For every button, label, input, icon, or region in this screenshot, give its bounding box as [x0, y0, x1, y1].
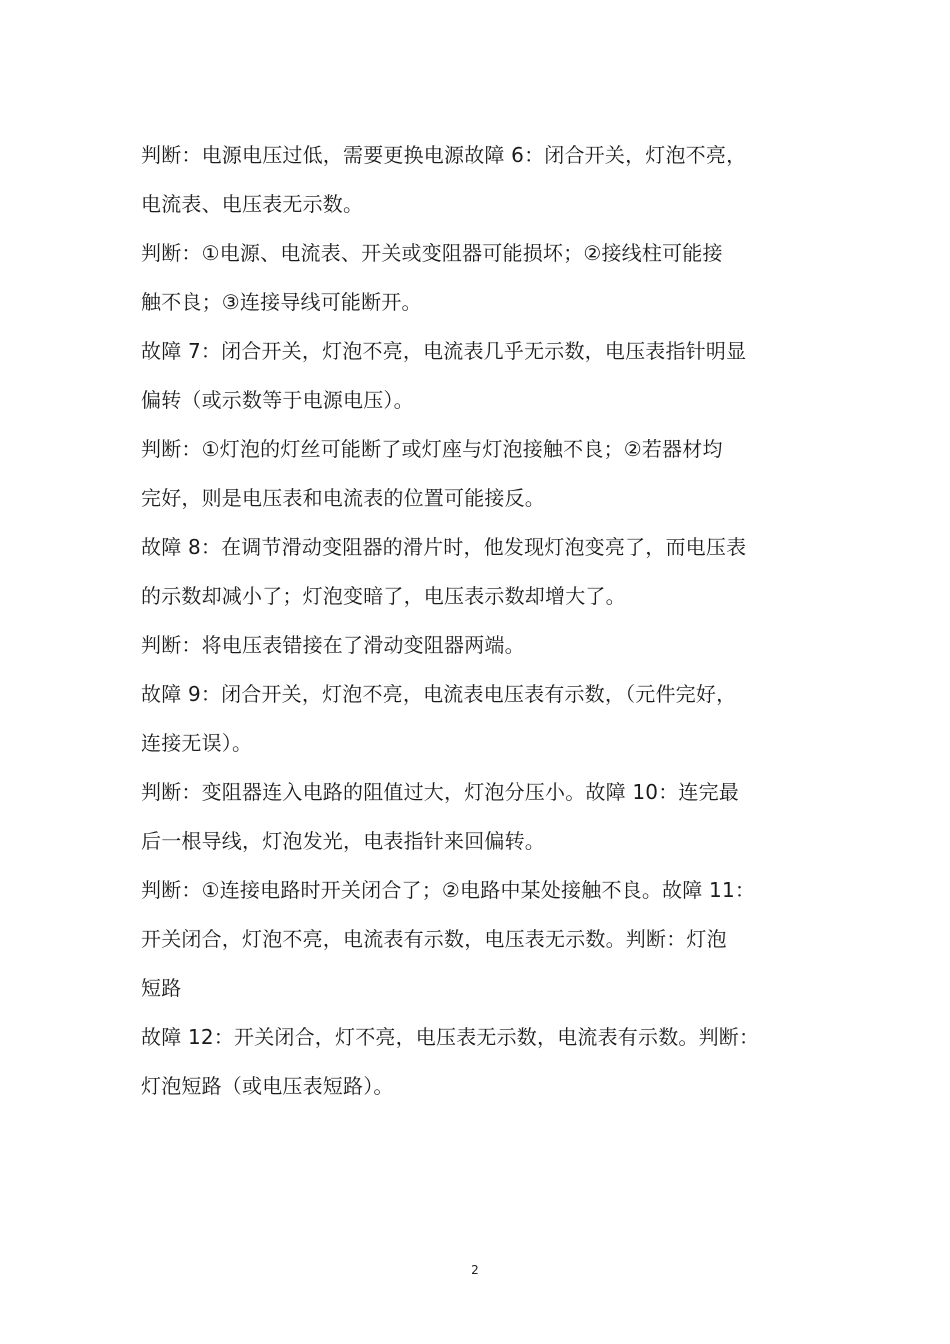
text-line: 故障 7：闭合开关，灯泡不亮，电流表几乎无示数，电压表指针明显 — [141, 339, 747, 363]
text-line: 连接无误）。 — [141, 731, 253, 755]
document-body — [141, 131, 813, 1111]
text-line: 判断：①灯泡的灯丝可能断了或灯座与灯泡接触不良；②若器材均 — [141, 437, 723, 461]
text-line: 判断：电源电压过低，需要更换电源故障 6：闭合开关，灯泡不亮， — [141, 143, 747, 167]
page-number: 2 — [471, 1263, 479, 1277]
text-line: 故障 12：开关闭合，灯不亮，电压表无示数，电流表有示数。判断： — [141, 1025, 760, 1049]
text-line: 判断：将电压表错接在了滑动变阻器两端。 — [141, 633, 525, 657]
text-line: 判断：①连接电路时开关闭合了；②电路中某处接触不良。故障 11： — [141, 878, 756, 902]
text-line: 开关闭合，灯泡不亮，电流表有示数，电压表无示数。判断：灯泡 — [141, 927, 727, 951]
text-line: 判断：①电源、电流表、开关或变阻器可能损坏；②接线柱可能接 — [141, 241, 723, 265]
text-line: 故障 8：在调节滑动变阻器的滑片时，他发现灯泡变亮了，而电压表 — [141, 535, 747, 559]
text-line: 触不良；③连接导线可能断开。 — [141, 290, 422, 314]
text-line: 完好，则是电压表和电流表的位置可能接反。 — [141, 486, 545, 510]
text-line: 后一根导线，灯泡发光，电表指针来回偏转。 — [141, 829, 545, 853]
text-line: 灯泡短路（或电压表短路）。 — [141, 1074, 394, 1098]
text-line: 电流表、电压表无示数。 — [141, 192, 364, 216]
text-line: 故障 9：闭合开关，灯泡不亮，电流表电压表有示数，（元件完好， — [141, 682, 737, 706]
text-line: 短路 — [141, 976, 182, 1000]
text-line: 的示数却减小了；灯泡变暗了，电压表示数却增大了。 — [141, 584, 626, 608]
text-line: 判断：变阻器连入电路的阻值过大，灯泡分压小。故障 10：连完最 — [141, 780, 740, 804]
text-line: 偏转（或示数等于电源电压）。 — [141, 388, 414, 412]
